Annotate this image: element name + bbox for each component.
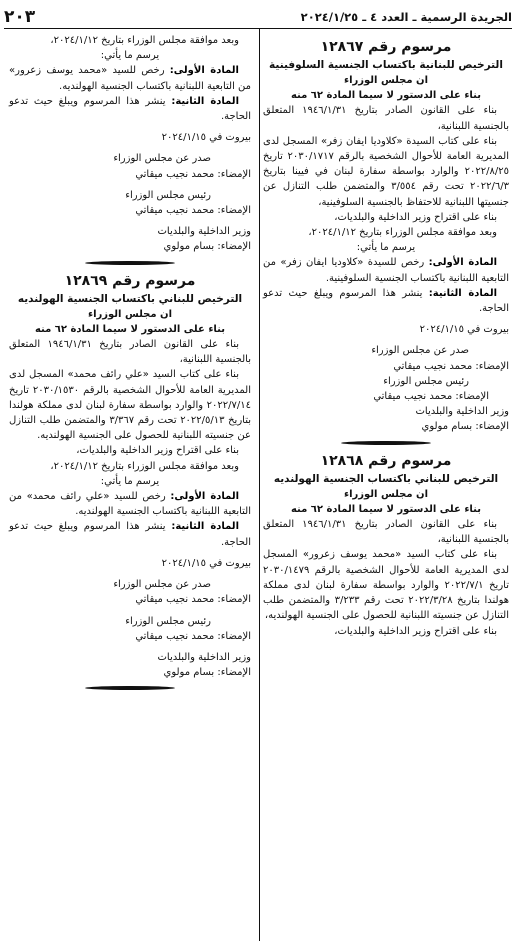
recital: وبعد موافقة مجلس الوزراء بتاريخ ٢٠٢٤/١/١٢، — [50, 35, 239, 46]
decree-subtitle: الترخيص للبناني باكتساب الجنسية الهولنديه — [17, 292, 243, 305]
recital: بناء على القانون الصادر بتاريخ ١٩٤٦/١/٣١ المتعلق بالجنسية اللبنانية، — [263, 105, 509, 132]
signature: الإمضاء: محمد نجيب ميقاتي — [373, 391, 489, 403]
decree-12869 — [9, 271, 251, 681]
decree-separator — [263, 441, 509, 445]
recital: بناء على كتاب السيد «محمد يوسف زعرور» المسجل لدى المديرية العامة للأحوال الشخصية بالرقم ٢٠٣٠/١٤٧٩ تاريخ ٢٠٢٢/٧/١ والوارد بواسطة سفارة لبنان لدى مملكة هولندا بتاريخ ٢٠٢٢/٣/٢٨ تحت رقم ٣/٢٣٣ والمتضمن طلب التنازل عن جنسيته اللبنانية للحصول على الجنسية الهولنديه، — [263, 549, 510, 622]
prime-minister-title: رئيس مجلس الوزراء — [125, 189, 211, 201]
decree-formula: يرسم ما يأتي: — [356, 242, 416, 254]
decree-formula: يرسم ما يأتي: — [100, 475, 160, 487]
recital: بناء على كتاب السيدة «كلاوديا ايفان زفر» المسجل لدى المديرية العامة للأحوال الشخصية بالرقم ٢٠٣٠/١٧١٧ تاريخ ٢٠٢٢/٨/٢٥ والوارد بواسطة سفارة لبنان في فيينا بتاريخ ٢٠٢٢/٦/٣ تحت رقم ٣/٥٥٤ والمتضمن طلب التنازل عن جنسيتها اللبنانية للاحتفاظ بالجنسية السلوفينية، — [263, 135, 510, 208]
issued-by: صدر عن مجلس الوزراء — [113, 579, 211, 591]
decree-title: مرسوم رقم ١٢٨٦٨ — [320, 452, 452, 469]
decree-title: مرسوم رقم ١٢٨٦٩ — [64, 272, 196, 289]
minister-title: وزير الداخلية والبلديات — [157, 651, 251, 663]
council-heading: ان مجلس الوزراء — [87, 308, 173, 320]
recital: بناء على كتاب السيد «علي رائف محمد» المسجل لدى المديرية العامة للأحوال الشخصية بالرقم ٢٠٣٠/١٥٣٠ تاريخ ٢٠٢٢/٧/١٤ والوارد بواسطة سفارة لبنان لدى مملكة هولندا بتاريخ ٢٠٢٢/٥/١٣ تحت رقم ٣/٣٦٧ والمتضمن طلب التنازل عن جنسيته اللبنانية للحصول على الجنسية الهولنديه. — [9, 369, 252, 442]
article-label: المادة الأولى: — [170, 491, 240, 503]
decree-date: بيروت في ٢٠٢٤/١/١٥ — [161, 132, 251, 144]
article-text: رخص للسيد «محمد يوسف زعرور» من التابعية اللبنانية باكتساب الجنسية الهولنديه. — [9, 65, 251, 92]
article-label: المادة الثانية: — [171, 95, 239, 107]
signature: الإمضاء: محمد نجيب ميقاتي — [393, 360, 509, 372]
article-1 — [263, 255, 509, 285]
article-text: رخص للسيد «علي رائف محمد» من التابعية اللبنانية باكتساب الجنسية الهولنديه. — [9, 491, 251, 518]
article-label: المادة الأولى: — [169, 65, 239, 77]
council-heading: ان مجلس الوزراء — [343, 75, 429, 86]
signature: الإمضاء: محمد نجيب ميقاتي — [135, 630, 251, 642]
constitution-basis: بناء على الدستور لا سيما المادة ٦٢ منه — [290, 90, 482, 102]
decree-separator — [9, 261, 251, 265]
decree-date: بيروت في ٢٠٢٤/١/١٥ — [419, 324, 509, 336]
prime-minister-title: رئيس مجلس الوزراء — [383, 375, 469, 387]
minister-title: وزير الداخلية والبلديات — [157, 226, 251, 238]
page-header — [4, 6, 512, 29]
issued-by: صدر عن مجلس الوزراء — [371, 345, 469, 357]
page-number: ٢٠٣ — [4, 7, 36, 27]
signature: الإمضاء: بسام مولوي — [163, 241, 251, 253]
recital: بناء على اقتراح وزير الداخلية والبلديات، — [334, 625, 497, 637]
right-column — [259, 29, 512, 941]
recital: بناء على اقتراح وزير الداخلية والبلديات، — [334, 211, 497, 223]
article-text: رخص للسيدة «كلاوديا ايفان زفر» من التابعية اللبنانية باكتساب الجنسية السلوفينية. — [263, 257, 509, 284]
recital: بناء على القانون الصادر بتاريخ ١٩٤٦/١/٣١ المتعلق بالجنسية اللبنانية، — [263, 519, 509, 546]
article-label: المادة الأولى: — [428, 257, 497, 269]
decree-subtitle: الترخيص للبناني باكتساب الجنسية الهولنديه — [273, 472, 499, 485]
running-title: الجريدة الرسمية ـ العدد ٤ ـ ٢٠٢٤/١/٢٥ — [300, 10, 512, 24]
constitution-basis: بناء على الدستور لا سيما المادة ٦٢ منه — [34, 323, 226, 335]
signature: الإمضاء: محمد نجيب ميقاتي — [135, 205, 251, 217]
signature: الإمضاء: محمد نجيب ميقاتي — [135, 168, 251, 180]
signature: الإمضاء: بسام مولوي — [163, 667, 251, 679]
signature: الإمضاء: بسام مولوي — [421, 421, 509, 433]
article-label: المادة الثانية: — [428, 287, 497, 299]
signature: الإمضاء: محمد نجيب ميقاتي — [135, 594, 251, 606]
decree-12868 — [263, 451, 509, 639]
recital: بناء على اقتراح وزير الداخلية والبلديات، — [76, 445, 239, 457]
recital: وبعد موافقة مجلس الوزراء بتاريخ ٢٠٢٤/١/١٢، — [50, 460, 239, 472]
left-column — [6, 29, 259, 941]
article-1 — [9, 63, 251, 93]
article-text: ينشر هذا المرسوم ويبلغ حيث تدعو الحاجة. — [9, 521, 251, 548]
minister-title: وزير الداخلية والبلديات — [415, 406, 509, 418]
columns — [4, 29, 512, 941]
article-2 — [9, 94, 251, 124]
decree-title: مرسوم رقم ١٢٨٦٧ — [320, 39, 452, 55]
council-heading: ان مجلس الوزراء — [343, 488, 429, 500]
article-2 — [263, 286, 509, 316]
article-label: المادة الثانية: — [171, 521, 239, 533]
decree-subtitle: الترخيص للبنانية باكتساب الجنسية السلوفينية — [269, 59, 503, 71]
constitution-basis: بناء على الدستور لا سيما المادة ٦٢ منه — [290, 503, 482, 515]
recital: بناء على القانون الصادر بتاريخ ١٩٤٦/١/٣١ المتعلق بالجنسية اللبنانية، — [9, 339, 251, 366]
article-text: ينشر هذا المرسوم ويبلغ حيث تدعو الحاجة. — [263, 287, 509, 315]
article-text: ينشر هذا المرسوم ويبلغ حيث تدعو الحاجة. — [9, 95, 251, 123]
recital: وبعد موافقة مجلس الوزراء بتاريخ ٢٠٢٤/١/١٢، — [308, 227, 497, 239]
prime-minister-title: رئيس مجلس الوزراء — [125, 615, 211, 627]
decree-12868-continued — [9, 33, 251, 255]
article-1 — [9, 489, 251, 519]
issued-by: صدر عن مجلس الوزراء — [113, 153, 211, 165]
decree-formula: يرسم ما يأتي: — [100, 50, 160, 62]
article-2 — [9, 519, 251, 549]
decree-date: بيروت في ٢٠٢٤/١/١٥ — [161, 557, 251, 569]
decree-12867 — [263, 37, 509, 435]
decree-separator — [9, 686, 251, 690]
